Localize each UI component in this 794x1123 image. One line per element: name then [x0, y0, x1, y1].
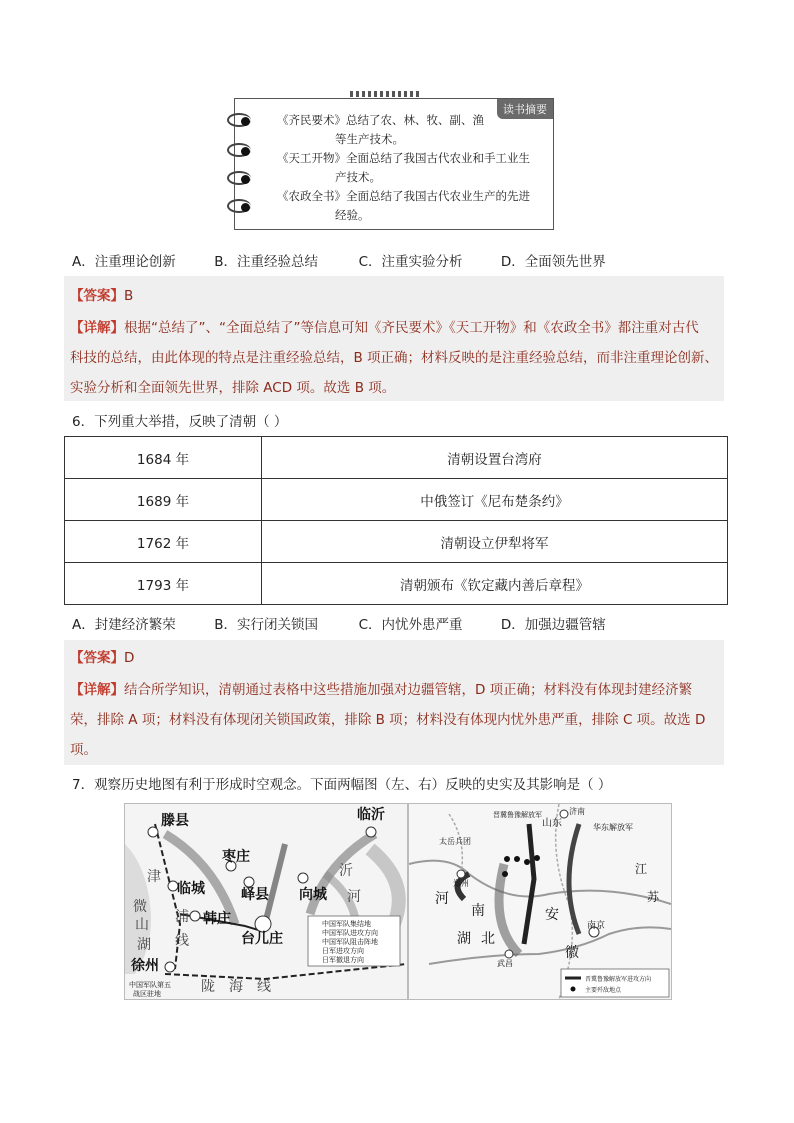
q5-option-b[interactable]: B．注重经验总结 [214, 254, 319, 270]
legend-item: 晋冀鲁豫解放军进攻方向 [585, 976, 652, 983]
lake-label: 微 [133, 899, 147, 915]
province-label: 徽 [565, 945, 579, 961]
answer-value: D [124, 650, 135, 666]
river-label: 河 [347, 889, 361, 905]
table-row [65, 479, 728, 521]
event-cell: 中俄签订《尼布楚条约》 [262, 479, 728, 521]
q5-options [72, 250, 606, 270]
q5-option-c[interactable]: C．注重实验分析 [358, 254, 463, 270]
river-label: 沂 [339, 863, 353, 879]
notebook-line: 《农政全书》全面总结了我国古代农业生产的先进 [277, 189, 530, 203]
place-label: 济南 [569, 807, 585, 816]
lake-label: 湖 [137, 937, 151, 953]
detail-tag: 【详解】 [70, 320, 124, 336]
lake-label: 山 [135, 917, 149, 933]
place-label: 太岳兵团 [439, 837, 471, 846]
legend-item: 日军撤退方向 [322, 956, 364, 964]
place-label: 徐州 [131, 958, 159, 974]
q6-answer-box [64, 640, 724, 765]
reading-notes-figure [234, 98, 554, 230]
rail-label: 线 [175, 933, 189, 949]
table-row [65, 521, 728, 563]
event-cell: 清朝设立伊犁将军 [262, 521, 728, 563]
rail-label: 陇 [201, 979, 215, 995]
event-cell: 清朝颁布《钦定藏内善后章程》 [262, 563, 728, 605]
rail-label: 线 [257, 979, 271, 995]
province-label: 湖 [457, 931, 471, 947]
province-label: 苏 [647, 890, 660, 904]
notebook-line: 《天工开物》全面总结了我国古代农业和手工业生 [277, 151, 530, 165]
place-label: 武昌 [497, 959, 513, 968]
map-note: 中国军队第五 [129, 981, 171, 989]
notebook-tag: 读书摘要 [497, 99, 553, 119]
answer-tag: 【答案】 [70, 288, 124, 304]
place-label: 滕县 [161, 813, 189, 829]
q5-detail-line: 实验分析和全面领先世界，排除 ACD 项。故选 B 项。 [70, 380, 396, 396]
legend-item: 日军进攻方向 [322, 947, 364, 955]
bullet-dot [241, 175, 250, 184]
place-label: 韩庄 [203, 911, 231, 927]
detail-text: 根据“总结了”、“全面总结了”等信息可知《齐民要术》《天工开物》和《农政全书》都注重对古代 [124, 320, 699, 336]
bullet-dot [241, 203, 250, 212]
detail-text: 结合所学知识，清朝通过表格中这些措施加强对边疆管辖，D 项正确；材料没有体现封建经济繁 [124, 682, 693, 698]
right-map-dabie-mountains [408, 803, 672, 1000]
q6-option-a[interactable]: A．封建经济繁荣 [72, 617, 176, 633]
table-row [65, 563, 728, 605]
notebook-line: 产技术。 [335, 170, 381, 184]
q5-option-a[interactable]: A．注重理论创新 [72, 254, 176, 270]
notebook-line: 经验。 [335, 208, 370, 222]
year-cell: 1762 年 [65, 521, 262, 563]
rail-label: 浦 [175, 909, 189, 925]
answer-value: B [124, 288, 134, 304]
year-cell: 1684 年 [65, 437, 262, 479]
q7-question: 7．观察历史地图有利于形成时空观念。下面两幅图（左、右）反映的史实及其影响是（ ） [72, 777, 612, 793]
q6-option-c[interactable]: C．内忧外患严重 [358, 617, 463, 633]
q6-detail-line: 荣，排除 A 项；材料没有体现闭关锁国政策，排除 B 项；材料没有体现内忧外患严重，排除 C 项。故选 D [70, 712, 706, 728]
place-label: 晋冀鲁豫解放军 [493, 811, 542, 819]
legend-item: 主要歼敌地点 [585, 987, 622, 994]
detail-tag: 【详解】 [70, 682, 124, 698]
q5-option-d[interactable]: D．全面领先世界 [500, 254, 606, 270]
place-label: 华东解放军 [593, 823, 633, 832]
q5-answer [70, 284, 133, 304]
answer-tag: 【答案】 [70, 650, 124, 666]
q6-option-b[interactable]: B．实行闭关锁国 [214, 617, 319, 633]
q6-answer [70, 646, 134, 666]
map-note: 战区驻地 [133, 990, 161, 998]
q6-events-table [64, 436, 728, 605]
province-label: 河 [435, 891, 449, 907]
bullet-dot [241, 147, 250, 156]
notebook-line: 《齐民要术》总结了农、林、牧、副、渔 [277, 113, 484, 127]
event-cell: 清朝设置台湾府 [262, 437, 728, 479]
q6-detail-line: 项。 [70, 742, 97, 758]
q6-detail-line [70, 678, 692, 698]
province-label: 江 [635, 862, 648, 876]
bullet-dot [241, 117, 250, 126]
place-label: 枣庄 [222, 849, 250, 865]
province-label: 安 [545, 907, 559, 923]
notebook-binding-top [350, 91, 420, 97]
q5-answer-box [64, 276, 724, 401]
left-map-taierzhuang [124, 803, 408, 1000]
province-label: 南 [471, 903, 485, 919]
q6-option-d[interactable]: D．加强边疆管辖 [500, 617, 606, 633]
legend-item: 中国军队集结地 [322, 920, 371, 928]
place-label: 临城 [177, 881, 205, 897]
rail-label: 津 [147, 869, 161, 885]
place-label: 山东 [542, 818, 562, 829]
year-cell: 1793 年 [65, 563, 262, 605]
table-row [65, 437, 728, 479]
q6-options [72, 613, 606, 633]
q5-detail-line: 科技的总结，由此体现的特点是注重经验总结，B 项正确；材料反映的是注重经验总结，而非注重理论创新、 [70, 350, 719, 366]
place-label: 临沂 [357, 807, 385, 823]
place-label: 郑州 [453, 879, 469, 888]
legend-item: 中国军队进攻方向 [322, 929, 378, 937]
place-label: 南京 [587, 921, 606, 931]
q5-detail-line [70, 316, 699, 336]
place-label: 峄县 [241, 887, 269, 903]
rail-label: 海 [229, 979, 243, 995]
notebook-line: 等生产技术。 [335, 132, 404, 146]
place-label: 向城 [299, 887, 327, 903]
province-label: 北 [481, 931, 495, 947]
legend-item: 中国军队阻击阵地 [322, 938, 378, 946]
year-cell: 1689 年 [65, 479, 262, 521]
q6-question: 6．下列重大举措，反映了清朝（ ） [72, 414, 288, 430]
place-label: 台儿庄 [241, 931, 283, 947]
